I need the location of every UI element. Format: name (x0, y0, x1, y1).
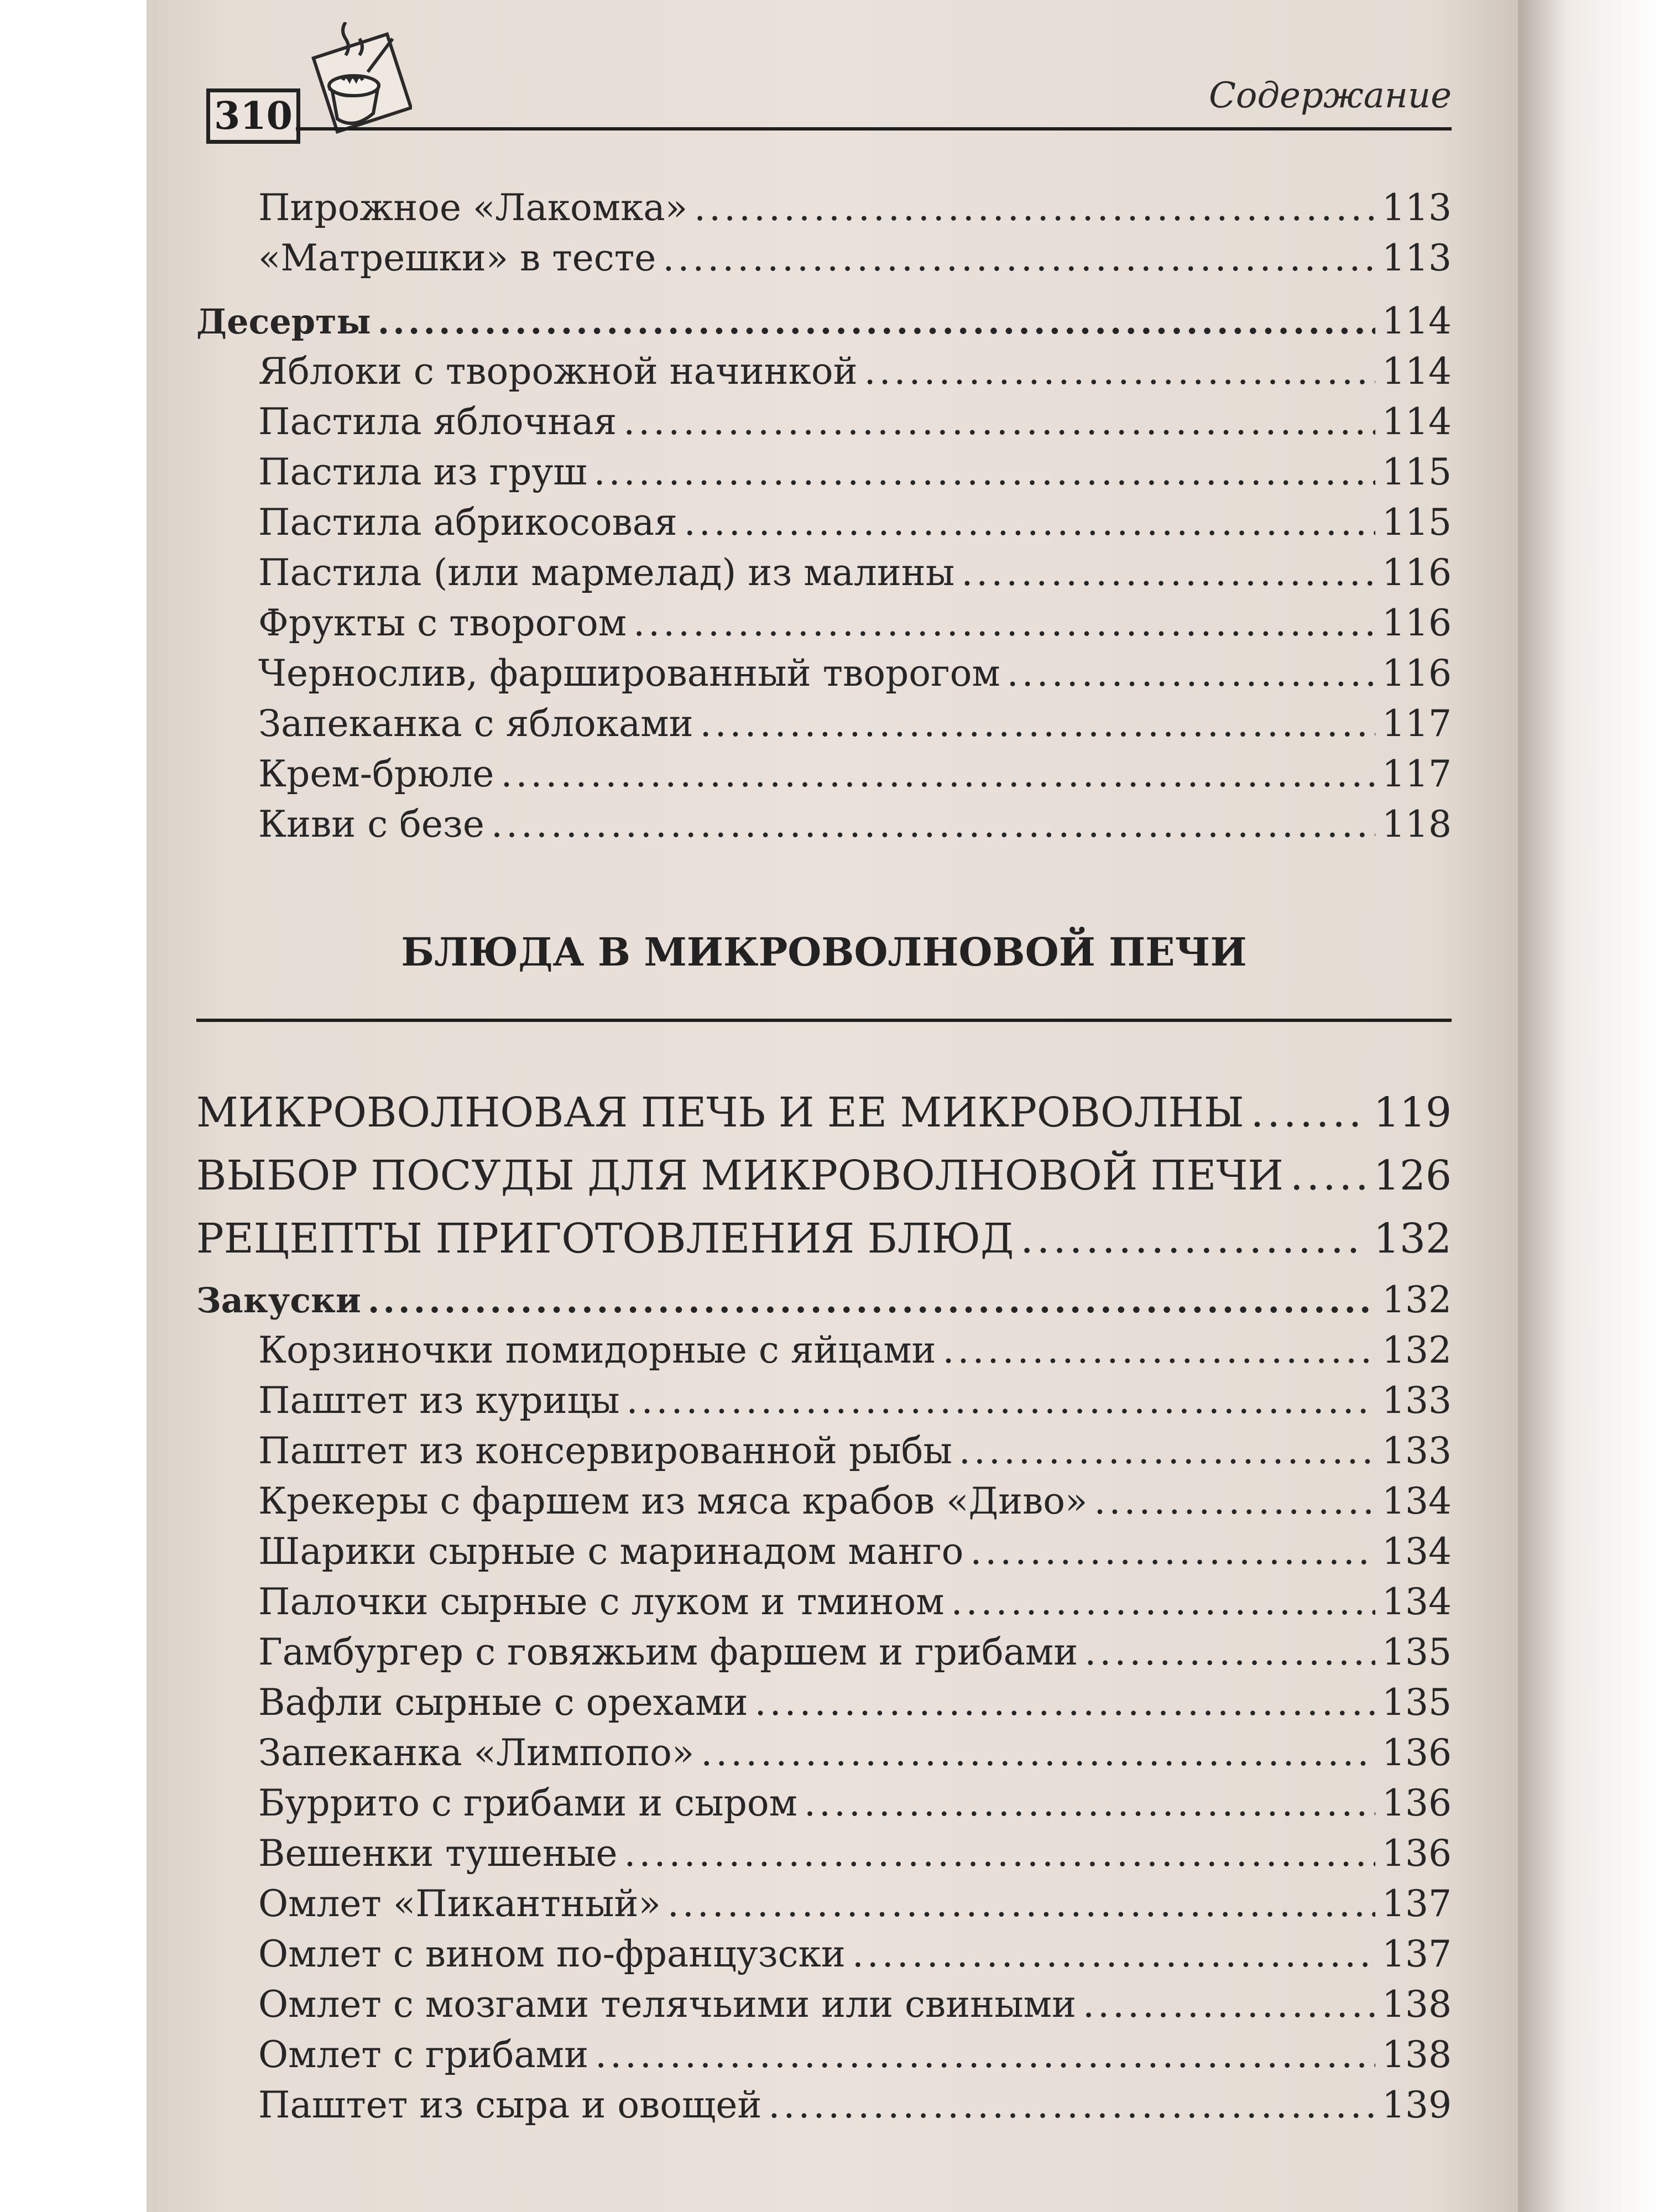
running-title: Содержание (1208, 75, 1452, 116)
toc-entry: Запеканка «Лимпопо» ..... 136 (196, 1728, 1452, 1778)
toc-snacks-block (196, 1275, 1452, 2130)
chapter-title: БЛЮДА В МИКРОВОЛНОВОЙ ПЕЧИ (401, 929, 1247, 975)
toc-part: РЕЦЕПТЫ ПРИГОТОВЛЕНИЯ БЛЮД ..... 132 (196, 1207, 1452, 1270)
toc-entry: Паштет из сыра и овощей ..... 139 (196, 2080, 1452, 2130)
toc-section-heading: Десерты ..... 114 (196, 296, 1452, 346)
toc-part: МИКРОВОЛНОВАЯ ПЕЧЬ И ЕЕ МИКРОВОЛНЫ ..... 119 (196, 1081, 1452, 1144)
toc-top-block (196, 182, 1452, 283)
toc-entry: Гамбургер с говяжьим фаршем и грибами ..... 135 (196, 1627, 1452, 1677)
toc-entry: Шарики сырные с маринадом манго ..... 134 (196, 1526, 1452, 1577)
toc-entry: «Матрешки» в тесте ..... 113 (196, 233, 1452, 283)
toc-entry: Запеканка с яблоками ..... 117 (196, 698, 1452, 749)
toc-entry: Корзиночки помидорные с яйцами ..... 132 (196, 1325, 1452, 1375)
page-number: 310 (206, 88, 300, 144)
toc-entry: Яблоки с творожной начинкой ..... 114 (196, 346, 1452, 397)
page-edge-shadow (1518, 0, 1659, 2212)
toc-entry: Пастила из груш ..... 115 (196, 447, 1452, 497)
toc-entry: Киви с безе ..... 118 (196, 799, 1452, 849)
toc-entry: Пирожное «Лакомка» ..... 113 (196, 182, 1452, 233)
chapter-rule (196, 1019, 1452, 1022)
toc-entry: Палочки сырные с луком и тмином ..... 134 (196, 1577, 1452, 1627)
header-rule (296, 127, 1452, 131)
toc-entry: Паштет из консервированной рыбы ..... 133 (196, 1426, 1452, 1476)
toc-entry: Омлет с мозгами телячьими или свиными ..... 138 (196, 1979, 1452, 2030)
toc-entry: Пастила (или мармелад) из малины ..... 116 (196, 547, 1452, 598)
toc-section-heading: Закуски ..... 132 (196, 1275, 1452, 1325)
toc-entry: Омлет с грибами ..... 138 (196, 2030, 1452, 2080)
toc-entry: Вешенки тушеные ..... 136 (196, 1828, 1452, 1879)
toc-entry: Пастила абрикосовая ..... 115 (196, 497, 1452, 547)
toc-entry: Чернослив, фаршированный творогом ..... 116 (196, 648, 1452, 698)
toc-chapter-parts (196, 1081, 1452, 1270)
toc-entry: Крем-брюле ..... 117 (196, 749, 1452, 799)
toc-desserts-block (196, 296, 1452, 849)
toc-entry: Фрукты с творогом ..... 116 (196, 598, 1452, 648)
toc-entry: Омлет с вином по-французски ..... 137 (196, 1929, 1452, 1979)
toc-entry: Омлет «Пикантный» ..... 137 (196, 1879, 1452, 1929)
toc-entry: Буррито с грибами и сыром ..... 136 (196, 1778, 1452, 1828)
toc-entry: Вафли сырные с орехами ..... 135 (196, 1677, 1452, 1728)
toc-entry: Пастила яблочная ..... 114 (196, 397, 1452, 447)
toc-part: ВЫБОР ПОСУДЫ ДЛЯ МИКРОВОЛНОВОЙ ПЕЧИ ..... 126 (196, 1144, 1452, 1207)
toc-entry: Паштет из курицы ..... 133 (196, 1375, 1452, 1426)
toc-entry: Крекеры с фаршем из мяса крабов «Диво» ..... 134 (196, 1476, 1452, 1526)
page-header (202, 22, 1452, 138)
